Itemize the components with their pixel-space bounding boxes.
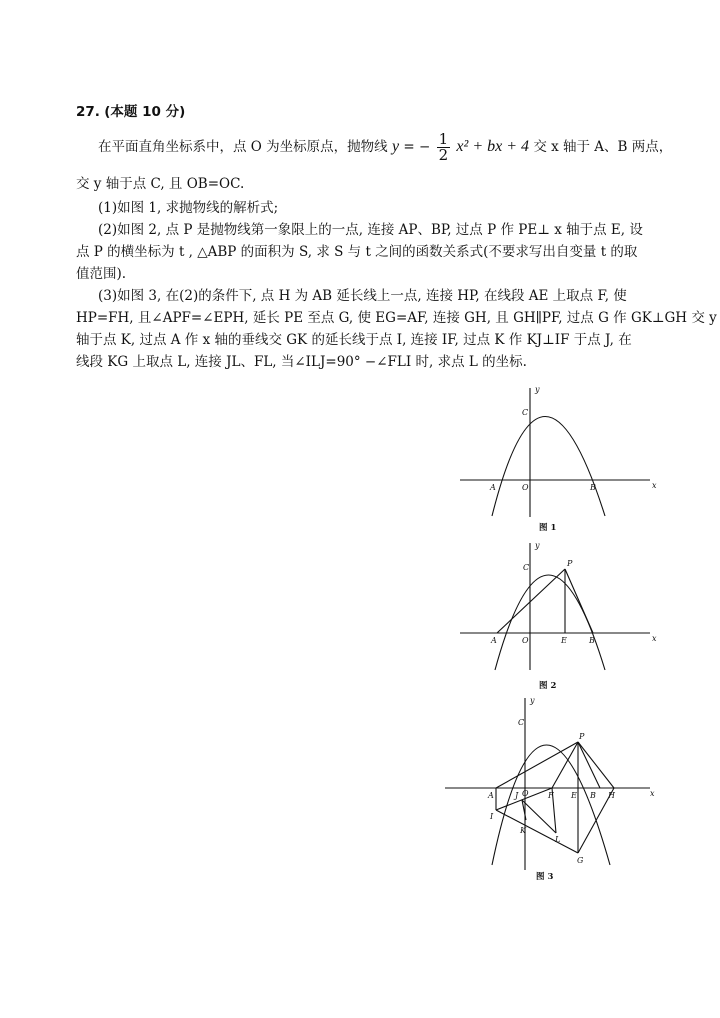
label-x: x xyxy=(650,789,655,798)
fraction-numerator: 1 xyxy=(438,130,449,148)
fraction-denominator: 2 xyxy=(438,146,449,164)
question-3-line-4: 线段 KG 上取点 L, 连接 JL、FL, 当∠ILJ=90° −∠FLI 时, 求点 L 的坐标. xyxy=(76,354,527,370)
equation-rest: x² + bx + 4 xyxy=(456,138,530,155)
segment-BP xyxy=(565,569,593,633)
label-K: K xyxy=(520,826,526,835)
label-y: y xyxy=(535,385,540,394)
question-3-line-3: 轴于点 K, 过点 A 作 x 轴的垂线交 GK 的延长线于点 I, 连接 IF, 过点 K 作 KJ⊥IF 于点 J, 在 xyxy=(76,332,632,348)
label-x: x xyxy=(652,634,657,643)
question-2-line-1: (2)如图 2, 点 P 是抛物线第一象限上的一点, 连接 AP、BP, 过点 P 作 PE⊥ x 轴于点 E, 设 xyxy=(98,222,643,238)
figure-3 xyxy=(440,695,665,885)
segment-AP xyxy=(497,569,565,633)
question-2-line-2: 点 P 的横坐标为 t , △ABP 的面积为 S, 求 S 与 t 之间的函数关系式(不要求写出自变量 t 的取 xyxy=(76,244,638,260)
label-y: y xyxy=(530,696,535,705)
problem-score: (本题 10 分) xyxy=(104,104,186,120)
label-O: O xyxy=(522,483,529,492)
label-C: C xyxy=(522,408,529,417)
segment-PB xyxy=(578,742,600,788)
label-O: O xyxy=(522,636,529,645)
label-G: G xyxy=(577,856,584,865)
label-J: J xyxy=(515,791,519,800)
equation-fraction xyxy=(437,132,451,163)
label-B: B xyxy=(590,791,596,800)
label-B: B xyxy=(589,636,595,645)
label-F: F xyxy=(548,791,554,800)
label-E: E xyxy=(571,791,577,800)
label-y: y xyxy=(535,541,540,550)
label-C: C xyxy=(523,563,530,572)
figure-2-caption: 图 2 xyxy=(539,681,557,691)
label-O: O xyxy=(522,789,529,798)
segment-IG xyxy=(496,810,578,853)
intro-text-c: 交 y 轴于点 C, 且 OB=OC. xyxy=(76,176,245,192)
label-E: E xyxy=(561,636,567,645)
label-I: I xyxy=(490,812,494,821)
question-1: (1)如图 1, 求抛物线的解析式; xyxy=(98,200,279,216)
figure-1 xyxy=(455,382,665,537)
equation-equals: = − xyxy=(403,139,431,155)
segment-AP xyxy=(496,742,578,788)
label-L: L xyxy=(555,835,561,844)
figure-1-caption: 图 1 xyxy=(539,523,557,533)
intro-text-b: 交 x 轴于 A、B 两点， xyxy=(533,139,673,155)
equation-y: y xyxy=(391,138,400,155)
question-3-line-1: (3)如图 3, 在(2)的条件下, 点 H 为 AB 延长线上一点, 连接 HP, 在线段 AE 上取点 F, 使 xyxy=(98,288,627,304)
figure-3-caption: 图 3 xyxy=(536,872,554,882)
figure-2 xyxy=(455,540,665,695)
label-P: P xyxy=(579,732,585,741)
label-A: A xyxy=(488,791,494,800)
label-B: B xyxy=(590,483,596,492)
problem-number: 27. xyxy=(76,104,100,120)
label-C: C xyxy=(518,718,525,727)
label-P: P xyxy=(567,559,573,568)
question-3-line-2: HP=FH, 且∠APF=∠EPH, 延长 PE 至点 G, 使 EG=AF, 连接 GH, 且 GH∥PF, 过点 G 作 GK⊥GH 交 y xyxy=(76,310,717,326)
intro-text-a: 在平面直角坐标系中，点 O 为坐标原点，抛物线 xyxy=(98,139,388,155)
label-A: A xyxy=(490,483,496,492)
segment-JL xyxy=(522,800,556,833)
problem-intro xyxy=(98,132,672,163)
question-2-line-3: 值范围). xyxy=(76,266,127,282)
label-x: x xyxy=(652,481,657,490)
label-H: H xyxy=(608,791,615,800)
segment-PH xyxy=(578,742,614,788)
problem-header xyxy=(76,100,185,120)
label-A: A xyxy=(491,636,497,645)
parabola xyxy=(492,417,605,517)
